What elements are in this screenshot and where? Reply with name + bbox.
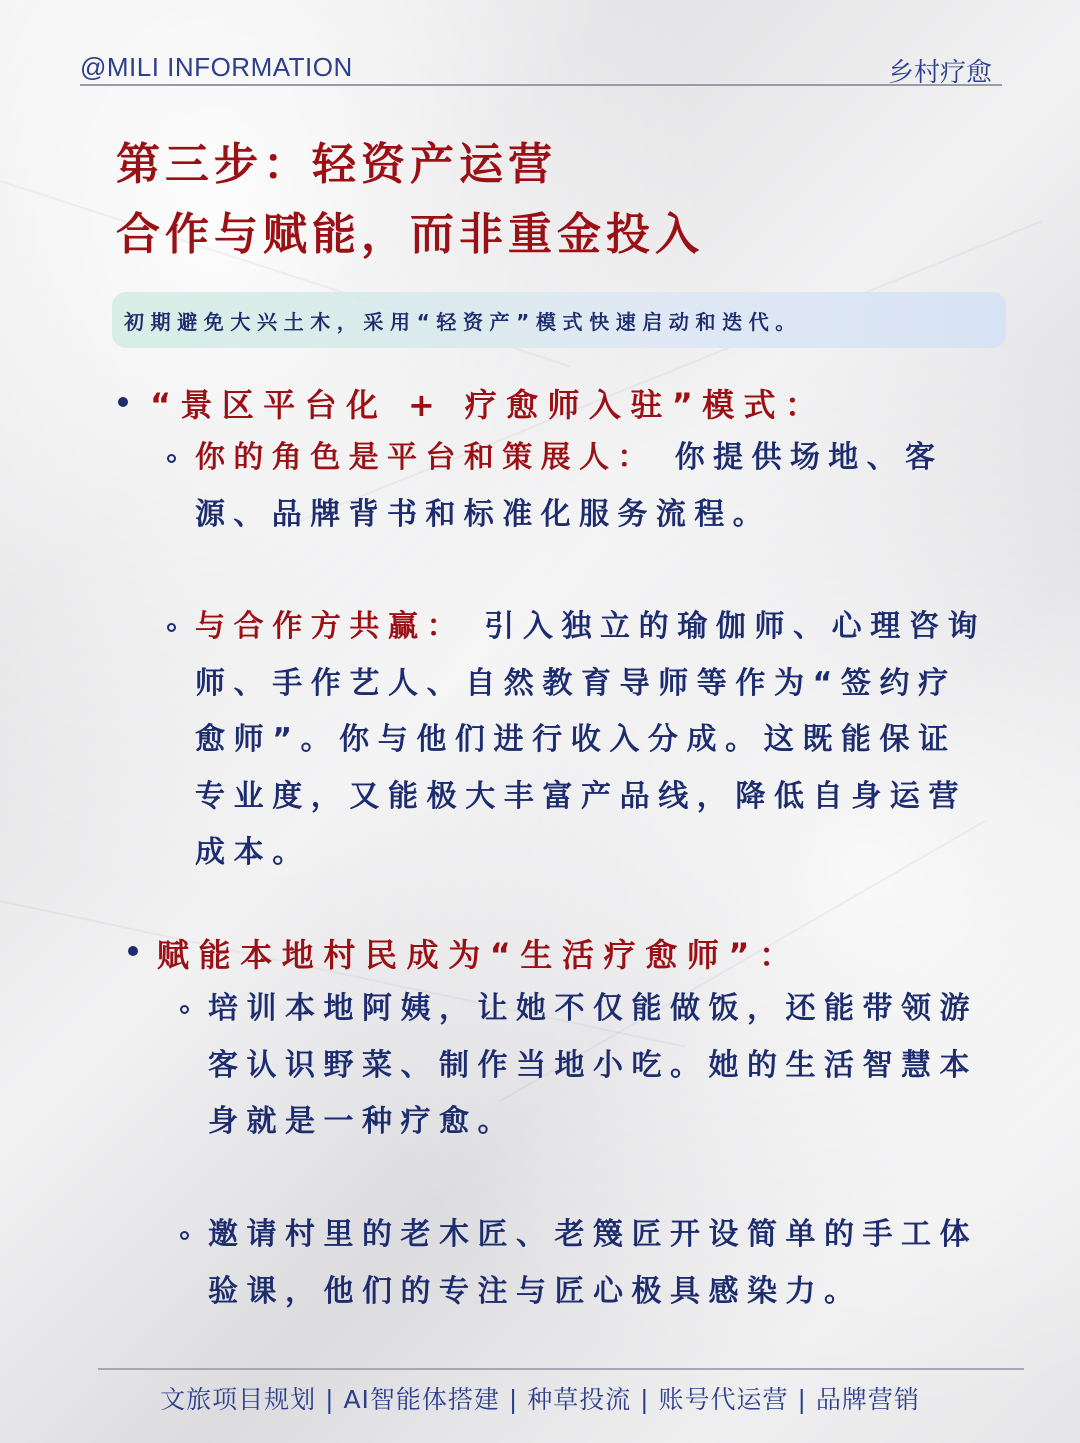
item-body: 培训本地阿姨，让她不仅能做饭，还能带领游客认识野菜、制作当地小吃。她的生活智慧本身就是一种疗愈。 — [208, 991, 978, 1139]
item-body: 你提供场地、客源、品牌背书和标准化服务流程。 — [195, 440, 944, 532]
section-heading: “景区平台化 + 疗愈师入驻”模式： — [150, 386, 827, 424]
list-item — [195, 430, 955, 543]
list-item — [195, 599, 990, 882]
summary-text: 初期避免大兴土木，采用“轻资产”模式快速启动和迭代。 — [124, 310, 802, 334]
topic-tag: 乡村疗愈 — [887, 58, 992, 88]
item-body: 邀请村里的老木匠、老篾匠开设简单的手工体验课，他们的专注与匠心极具感染力。 — [208, 1217, 978, 1309]
summary-banner — [112, 292, 1006, 348]
bullet-ring-icon — [167, 454, 176, 463]
bullet-ring-icon — [180, 1005, 189, 1014]
page-title: 第三步：轻资产运营 — [116, 139, 557, 190]
item-lead: 你的角色是平台和策展人： — [195, 440, 656, 475]
brand-handle: @MILI INFORMATION — [80, 52, 353, 82]
item-body: 引入独立的瑜伽师、心理咨询师、手作艺人、自然教育导师等作为“签约疗愈师”。你与他们进行收入分成。这既能保证专业度，又能极大丰富产品线，降低自身运营成本。 — [195, 609, 987, 870]
footer-divider — [98, 1368, 1024, 1370]
footer-services: 文旅项目规划 | AI智能体搭建 | 种草投流 | 账号代运营 | 品牌营销 — [160, 1385, 920, 1414]
section-heading: 赋能本地村民成为“生活疗愈师”： — [157, 936, 801, 974]
bullet-dot-icon — [118, 397, 128, 407]
item-lead: 与合作方共赢： — [195, 609, 466, 644]
bullet-dot-icon — [128, 946, 138, 956]
page-subtitle: 合作与赋能，而非重金投入 — [116, 209, 704, 260]
list-item — [208, 981, 998, 1151]
list-item — [208, 1207, 998, 1320]
bullet-ring-icon — [167, 623, 176, 632]
header — [80, 52, 1002, 86]
bullet-ring-icon — [180, 1231, 189, 1240]
